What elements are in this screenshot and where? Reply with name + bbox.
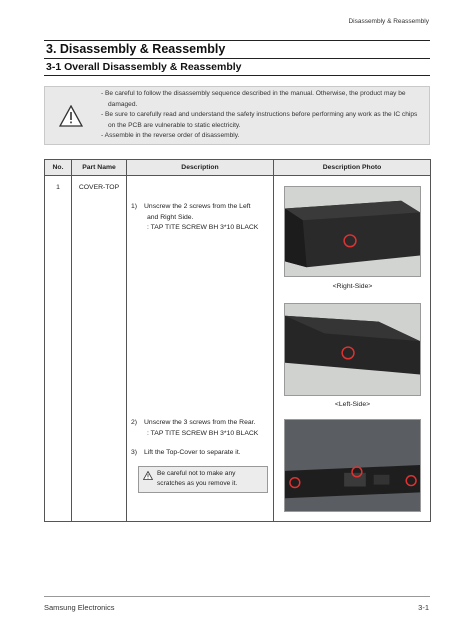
note-box — [138, 466, 268, 493]
step-number: 3) — [131, 449, 138, 456]
caution-item: - Be careful to follow the disassembly sequence described in the manual. Otherwise, the product may be damaged. — [101, 89, 423, 110]
screw-spec: : TAP TITE SCREW BH 3*10 BLACK — [147, 429, 259, 437]
note-text: scratches as you remove it. — [157, 480, 238, 487]
running-head: Disassembly & Reassembly — [348, 18, 429, 25]
disassembly-table — [44, 159, 431, 522]
step-text: Unscrew the 3 screws from the Rear. — [144, 419, 256, 426]
row-number: 1 — [45, 176, 72, 522]
caution-box — [44, 86, 430, 145]
table-header-row — [45, 160, 431, 176]
step-number: 1) — [131, 203, 138, 210]
caption-right-side: <Right-Side> — [332, 283, 373, 290]
warning-triangle-icon — [59, 105, 83, 127]
step-3 — [131, 448, 271, 459]
table-row — [45, 176, 431, 522]
part-name: COVER-TOP — [72, 176, 127, 522]
step-2 — [131, 418, 271, 439]
note-text: Be careful not to make any — [157, 470, 236, 477]
step-number: 2) — [131, 419, 138, 426]
photo-left-side — [284, 303, 421, 396]
step-text: Unscrew the 2 screws from the Left — [144, 203, 251, 210]
header-description-photo: Description Photo — [274, 160, 431, 176]
photo-rear — [284, 419, 421, 512]
footer-divider — [44, 596, 430, 597]
photo-cell — [274, 176, 431, 522]
screw-spec: : TAP TITE SCREW BH 3*10 BLACK — [147, 224, 259, 231]
description-cell — [127, 176, 274, 522]
step-1 — [131, 202, 271, 234]
header-no: No. — [45, 160, 72, 176]
caution-icon — [143, 471, 153, 480]
caption-left-side: <Left-Side> — [334, 401, 371, 408]
caution-list — [101, 89, 423, 142]
header-part-name: Part Name — [72, 160, 127, 176]
chapter-title: 3. Disassembly & Reassembly — [44, 40, 430, 59]
photo-right-side — [284, 186, 421, 277]
caution-item: - Be sure to carefully read and understand the safety instructions before performing any work as the IC chips on the PCB are vulnerable to static electricity. — [101, 110, 423, 131]
step-text: and Right Side. — [147, 213, 194, 221]
step-text: Lift the Top-Cover to separate it. — [144, 449, 241, 456]
header-description: Description — [127, 160, 274, 176]
footer-company: Samsung Electronics — [44, 603, 115, 612]
footer-page-number: 3-1 — [418, 603, 429, 612]
caution-item: - Assemble in the reverse order of disassembly. — [101, 131, 423, 142]
section-title: 3-1 Overall Disassembly & Reassembly — [44, 61, 430, 76]
